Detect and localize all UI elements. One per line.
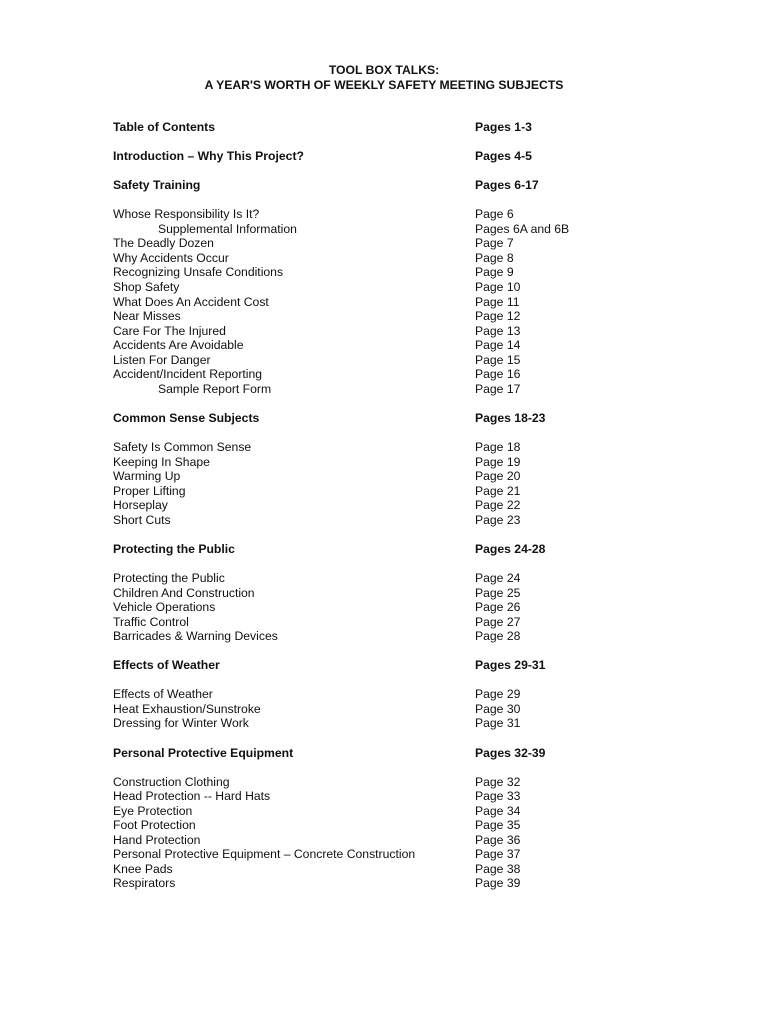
toc-entry (113, 818, 673, 833)
toc-entry (113, 615, 673, 630)
entry-page: Page 30 (475, 701, 521, 716)
entry-page: Page 26 (475, 600, 521, 615)
section-pages: Pages 1-3 (475, 120, 532, 134)
section-title: Introduction – Why This Project? (113, 149, 304, 164)
entry-title: Keeping In Shape (113, 454, 210, 469)
entry-title: Construction Clothing (113, 774, 230, 789)
entry-title: Why Accidents Occur (113, 250, 229, 265)
toc-entry (113, 455, 673, 470)
entry-page: Page 38 (475, 861, 521, 876)
entry-title: Shop Safety (113, 280, 180, 295)
toc-section-protecting-public (113, 542, 673, 557)
entry-page: Page 35 (475, 818, 521, 833)
entry-title: Personal Protective Equipment – Concrete Construction (113, 847, 416, 862)
entry-page: Page 8 (475, 250, 514, 265)
section-title: Table of Contents (113, 120, 216, 134)
entry-title: Head Protection -- Hard Hats (113, 789, 271, 804)
toc-entry (113, 251, 673, 266)
toc-entry (113, 833, 673, 848)
section-pages: Pages 24-28 (475, 541, 546, 556)
toc-entry (113, 775, 673, 790)
entry-title: Effects of Weather (113, 687, 213, 702)
entry-page: Page 6 (475, 207, 514, 222)
toc-entry (113, 222, 673, 237)
entry-page: Page 9 (475, 265, 514, 280)
section-title: Safety Training (113, 178, 201, 193)
section-title: Effects of Weather (113, 658, 220, 673)
entry-title: The Deadly Dozen (113, 236, 214, 251)
entry-page: Page 28 (475, 629, 521, 644)
toc-entry (113, 469, 673, 484)
toc-entry (113, 382, 673, 397)
toc-entry (113, 716, 673, 731)
toc-entry (113, 265, 673, 280)
entry-page: Page 33 (475, 789, 521, 804)
entry-page: Page 12 (475, 309, 521, 324)
entry-page: Page 27 (475, 614, 521, 629)
entry-page: Page 17 (475, 381, 521, 396)
section-title: Personal Protective Equipment (113, 745, 294, 760)
entry-title: Horseplay (113, 498, 168, 513)
entry-page: Page 25 (475, 585, 521, 600)
toc-entry (113, 847, 673, 862)
entry-page: Page 13 (475, 323, 521, 338)
toc-entry (113, 280, 673, 295)
entry-title: Hand Protection (113, 832, 201, 847)
section-pages: Pages 4-5 (475, 149, 532, 164)
entry-page: Page 16 (475, 367, 521, 382)
toc-entry (113, 702, 673, 717)
document-title-line-1: TOOL BOX TALKS: (328, 63, 440, 77)
entry-title: Sample Report Form (158, 381, 272, 396)
entry-title: Protecting the Public (113, 570, 225, 585)
entry-page: Page 10 (475, 280, 521, 295)
entry-title: What Does An Accident Cost (113, 294, 269, 309)
toc-entry (113, 687, 673, 702)
toc-section-weather (113, 658, 673, 673)
entry-page: Page 21 (475, 483, 521, 498)
entry-title: Safety Is Common Sense (113, 440, 252, 455)
toc-section-table-of-contents (113, 120, 673, 135)
entry-title: Vehicle Operations (113, 600, 216, 615)
entry-page: Page 29 (475, 687, 521, 702)
entry-title: Care For The Injured (113, 323, 226, 338)
toc-entry (113, 876, 673, 891)
entry-title: Short Cuts (113, 512, 171, 527)
toc-entry (113, 789, 673, 804)
table-of-contents (113, 120, 673, 891)
entry-page: Page 31 (475, 716, 521, 731)
section-pages: Pages 29-31 (475, 658, 546, 673)
toc-entry (113, 236, 673, 251)
toc-entry (113, 207, 673, 222)
toc-entry (113, 629, 673, 644)
toc-section-common-sense (113, 411, 673, 426)
toc-entry (113, 484, 673, 499)
toc-entry (113, 586, 673, 601)
section-title: Protecting the Public (113, 541, 235, 556)
toc-entry (113, 367, 673, 382)
entry-title: Children And Construction (113, 585, 255, 600)
entry-page: Page 23 (475, 512, 521, 527)
entry-page: Page 37 (475, 847, 521, 862)
entry-title: Whose Responsibility Is It? (113, 207, 260, 222)
entry-page: Page 14 (475, 338, 521, 353)
entry-page: Pages 6A and 6B (475, 221, 570, 236)
toc-entry (113, 804, 673, 819)
entry-title: Accident/Incident Reporting (113, 367, 263, 382)
toc-section-introduction (113, 149, 673, 164)
entry-page: Page 39 (475, 876, 521, 891)
entry-title: Recognizing Unsafe Conditions (113, 265, 284, 280)
toc-entry (113, 338, 673, 353)
section-pages: Pages 18-23 (475, 410, 546, 425)
entry-title: Eye Protection (113, 803, 193, 818)
entry-page: Page 18 (475, 440, 521, 455)
section-pages: Pages 32-39 (475, 745, 546, 760)
entry-page: Page 36 (475, 832, 521, 847)
entry-page: Page 19 (475, 454, 521, 469)
entry-title: Knee Pads (113, 861, 173, 876)
document-title-line-2: A YEAR'S WORTH OF WEEKLY SAFETY MEETING SUBJECTS (204, 78, 564, 92)
toc-entry (113, 571, 673, 586)
entry-title: Near Misses (113, 309, 181, 324)
entry-title: Heat Exhaustion/Sunstroke (113, 701, 261, 716)
toc-entry (113, 862, 673, 877)
section-pages: Pages 6-17 (475, 178, 539, 193)
entry-page: Page 11 (475, 294, 520, 309)
entry-title: Supplemental Information (158, 221, 297, 236)
entry-page: Page 24 (475, 570, 521, 585)
section-title: Common Sense Subjects (113, 410, 260, 425)
toc-entry (113, 309, 673, 324)
entry-title: Dressing for Winter Work (113, 716, 249, 731)
entry-title: Barricades & Warning Devices (113, 629, 278, 644)
toc-entry (113, 600, 673, 615)
entry-title: Respirators (113, 876, 176, 891)
entry-page: Page 22 (475, 498, 521, 513)
toc-entry (113, 353, 673, 368)
entry-title: Listen For Danger (113, 352, 211, 367)
entry-page: Page 7 (475, 236, 514, 251)
toc-entry (113, 498, 673, 513)
toc-entry (113, 440, 673, 455)
entry-page: Page 32 (475, 774, 521, 789)
entry-title: Accidents Are Avoidable (113, 338, 244, 353)
toc-entry (113, 513, 673, 528)
entry-title: Proper Lifting (113, 483, 186, 498)
toc-section-ppe (113, 746, 673, 761)
toc-entry (113, 295, 673, 310)
entry-title: Foot Protection (113, 818, 196, 833)
entry-page: Page 15 (475, 352, 521, 367)
entry-page: Page 20 (475, 469, 521, 484)
toc-section-safety-training (113, 178, 673, 193)
entry-title: Traffic Control (113, 614, 189, 629)
toc-entry (113, 324, 673, 339)
entry-title: Warming Up (113, 469, 181, 484)
entry-page: Page 34 (475, 803, 521, 818)
